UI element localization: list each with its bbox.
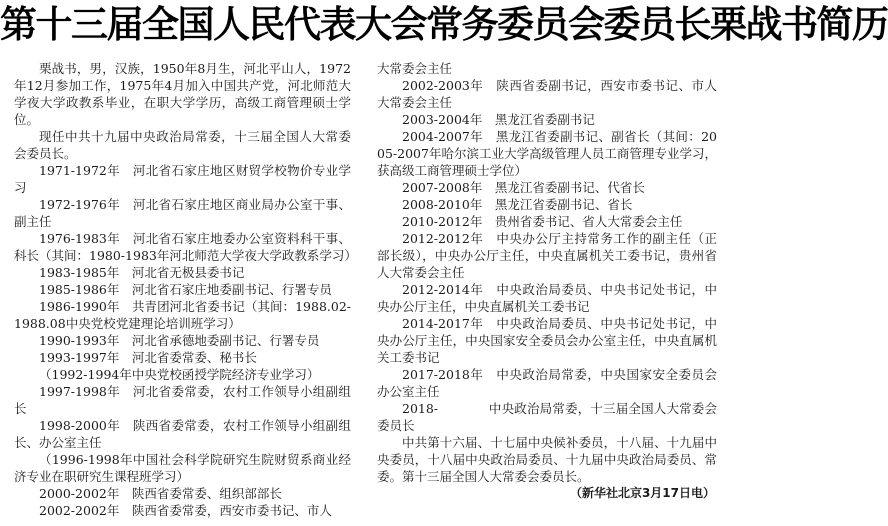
career-entry: 1972-1976年 河北省石家庄地区商业局办公室干事、副主任 [14,197,351,229]
article-headline: 第十三届全国人民代表大会常务委员会委员长栗战书简历 [0,3,888,46]
career-entry: 1997-1998年 河北省委常委，农村工作领导小组副组长 [14,384,351,416]
career-entry: 2000-2002年 陕西省委常委、组织部部长 [39,486,282,501]
bio-paragraph: 栗战书，男，汉族，1950年8月生，河北平山人，1972年12月参加工作，1975年4月加入中国共产党，河北师范大学夜大学政教系毕业，在职大学学历，高级工商管理硕士学位。 [14,61,351,127]
career-entry: 2003-2004年 黑龙江省委副书记 [402,112,595,127]
career-entry: 2012-2012年 中央办公厅主持常务工作的副主任（正部长级），中央办公厅主任，中央直属机关工委书记，贵州省人大常委会主任 [377,231,717,280]
career-entry-continuation: 大常委会主任 [377,61,453,76]
career-entry: 2010-2012年 贵州省委书记、省人大常委会主任 [402,214,683,229]
career-entry: 1985-1986年 河北省石家庄地委副书记、行署专员 [39,282,332,297]
career-entry: 2008-2010年 黑龙江省委副书记、省长 [402,197,633,212]
career-entry: 1976-1983年 河北省石家庄地委办公室资料科干事、科长（其间：1980-1983年河北师范大学夜大学政教系学习） [14,231,357,263]
career-entry: 2014-2017年 中央政治局委员、中央书记处书记，中央办公厅主任，中央国家安全委员会办公室主任，中央直属机关工委书记 [377,316,717,365]
career-entry: 2007-2008年 黑龙江省委副书记、代省长 [402,180,645,195]
article-column-left [14,60,357,519]
news-agency-byline: （新华社北京3月17日电） [569,486,715,500]
bio-summary-paragraph: 中共第十六届、十七届中央候补委员，十八届、十九届中央委员，十八届中央政治局委员、十九届中央政治局委员、常委。第十三届全国人大常委会委员长。 [377,435,717,484]
career-entry: 1986-1990年 共青团河北省委书记（其间：1988.02-1988.08中央党校党建理论培训班学习） [14,299,351,331]
career-entry: 2002-2003年 陕西省委副书记，西安市委书记、市人大常委会主任 [377,78,717,110]
career-entry: 2018- 中央政治局常委，十三届全国人大常委会委员长 [377,401,717,433]
career-entry: 2012-2014年 中央政治局委员、中央书记处书记，中央办公厅主任，中央直属机关工委书记 [377,282,717,314]
career-entry: 2002-2002年 陕西省委常委，西安市委书记、市人 [39,503,332,518]
career-entry: 1993-1997年 河北省委常委、秘书长 [39,350,257,365]
article-column-right [377,60,717,502]
bio-paragraph: 现任中共十九届中央政治局常委，十三届全国人大常委会委员长。 [14,129,351,161]
career-entry: 1971-1972年 河北省石家庄地区财贸学校物价专业学习 [14,163,351,195]
career-entry: 1983-1985年 河北省无极县委书记 [39,265,245,280]
career-note: （1992-1994年中央党校函授学院经济专业学习） [39,367,320,382]
career-entry: 1998-2000年 陕西省委常委，农村工作领导小组副组长、办公室主任 [14,418,351,450]
career-note: （1996-1998年中国社会科学院研究生院财贸系商业经济专业在职研究生课程班学习） [14,452,351,484]
career-entry: 2004-2007年 黑龙江省委副书记、副省长（其间：2005-2007年哈尔滨工业大学高级管理人员工商管理专业学习，获高级工商管理硕士学位） [377,129,717,178]
career-entry: 2017-2018年 中央政治局常委，中央国家安全委员会办公室主任 [377,367,717,399]
career-entry: 1990-1993年 河北省承德地委副书记、行署专员 [39,333,320,348]
